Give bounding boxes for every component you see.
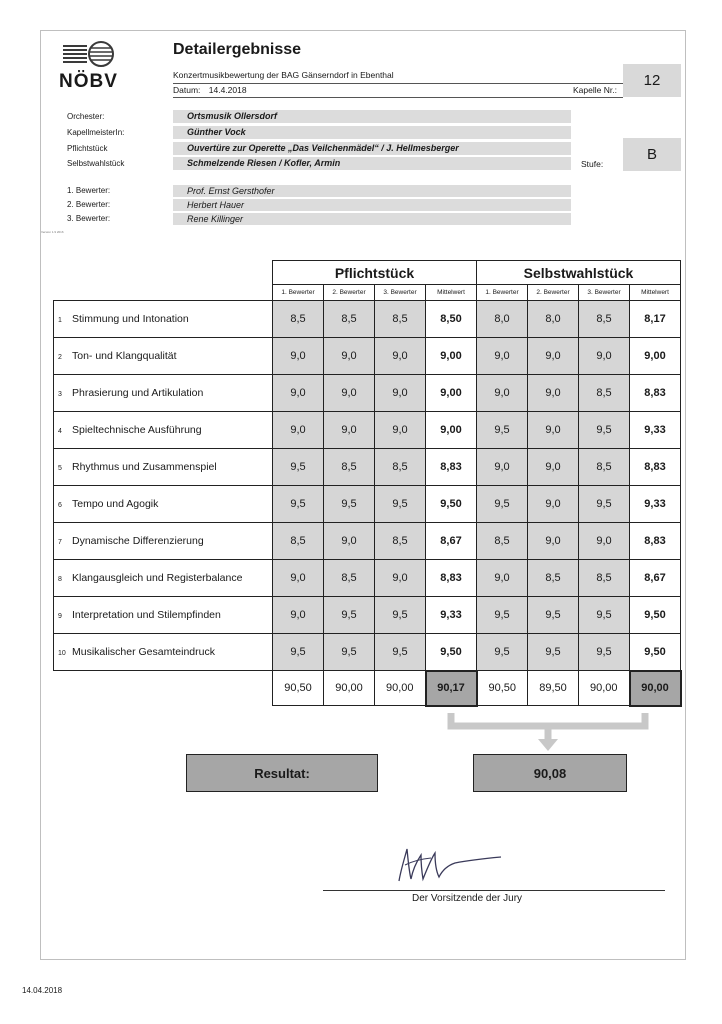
table-row (54, 523, 681, 560)
score-cell: 8,5 (375, 449, 426, 486)
score-cell: 9,5 (579, 412, 630, 449)
table-row (54, 375, 681, 412)
score-cell: 9,0 (324, 412, 375, 449)
section-selbstwahl: Selbstwahlstück (477, 261, 681, 285)
mean-score-cell: 9,00 (426, 375, 477, 412)
score-cell: 8,5 (579, 301, 630, 338)
score-cell: 9,5 (324, 486, 375, 523)
total-cell: 90,00 (324, 671, 375, 706)
criterion-text: Stimmung und Intonation (72, 313, 189, 325)
score-cell: 9,0 (375, 412, 426, 449)
mean-score-cell: 8,83 (630, 375, 681, 412)
criterion-label (54, 338, 273, 375)
score-cell: 8,5 (273, 301, 324, 338)
criterion-label (54, 597, 273, 634)
criterion-number: 10 (58, 650, 66, 657)
judge-name-3: Rene Killinger (173, 213, 571, 225)
column-header: 2. Bewerter (324, 285, 375, 301)
criterion-text: Tempo und Agogik (72, 498, 159, 510)
table-row (54, 449, 681, 486)
score-cell: 9,0 (477, 560, 528, 597)
score-cell: 9,0 (528, 486, 579, 523)
date-value: 14.4.2018 (208, 85, 247, 95)
event-subtitle: Konzertmusikbewertung der BAG Gänserndorf in Ebenthal (173, 70, 394, 80)
criterion-label (54, 634, 273, 671)
mean-score-cell: 9,50 (630, 597, 681, 634)
score-cell: 9,5 (579, 597, 630, 634)
criterion-number: 9 (58, 613, 62, 620)
criterion-label (54, 486, 273, 523)
score-cell: 9,0 (477, 338, 528, 375)
score-cell: 9,5 (477, 634, 528, 671)
table-section-header (54, 261, 681, 285)
score-cell: 9,0 (324, 375, 375, 412)
score-cell: 9,0 (273, 338, 324, 375)
score-cell: 9,0 (528, 412, 579, 449)
mean-score-cell: 9,33 (426, 597, 477, 634)
score-cell: 9,0 (324, 338, 375, 375)
score-cell: 9,0 (528, 523, 579, 560)
mean-score-cell: 8,83 (426, 560, 477, 597)
mean-score-cell: 8,83 (630, 449, 681, 486)
criterion-label (54, 449, 273, 486)
criterion-number: 8 (58, 576, 62, 583)
connector-arrow-icon (41, 701, 687, 756)
criterion-label (54, 523, 273, 560)
criterion-text: Rhythmus und Zusammenspiel (72, 461, 217, 473)
score-cell: 8,5 (477, 523, 528, 560)
total-cell: 90,50 (477, 671, 528, 706)
score-table (53, 260, 682, 707)
score-cell: 9,5 (477, 597, 528, 634)
column-header: 3. Bewerter (579, 285, 630, 301)
table-row (54, 486, 681, 523)
pflicht-label: Pflichtstück (67, 144, 108, 153)
total-cell: 89,50 (528, 671, 579, 706)
judge-label-3: 3. Bewerter: (67, 214, 111, 223)
footer-date: 14.04.2018 (22, 986, 63, 995)
score-cell: 8,0 (528, 301, 579, 338)
mean-score-cell: 9,00 (630, 338, 681, 375)
score-cell: 9,0 (375, 375, 426, 412)
orchester-value: Ortsmusik Ollersdorf (173, 110, 571, 123)
stufe-value: B (623, 138, 681, 171)
total-cell: 90,00 (375, 671, 426, 706)
score-cell: 9,5 (375, 486, 426, 523)
signature-icon (361, 839, 511, 894)
judge-name-1: Prof. Ernst Gersthofer (173, 185, 571, 197)
criterion-number: 7 (58, 539, 62, 546)
score-cell: 8,5 (579, 449, 630, 486)
score-cell: 9,5 (477, 486, 528, 523)
column-header: 1. Bewerter (477, 285, 528, 301)
table-row (54, 301, 681, 338)
logo-text: NÖBV (59, 71, 118, 92)
criterion-number: 1 (58, 317, 62, 324)
date-label: Datum: (173, 85, 201, 95)
kapelle-number: 12 (623, 64, 681, 97)
orchester-label: Orchester: (67, 112, 105, 121)
kapelle-label: Kapelle Nr.: (573, 85, 617, 95)
mean-score-cell: 8,83 (426, 449, 477, 486)
score-cell: 9,5 (375, 634, 426, 671)
column-header: 2. Bewerter (528, 285, 579, 301)
score-cell: 9,5 (579, 634, 630, 671)
score-cell: 9,0 (273, 560, 324, 597)
score-cell: 9,0 (477, 449, 528, 486)
score-cell: 9,5 (477, 412, 528, 449)
date-line (173, 85, 247, 95)
criterion-label (54, 375, 273, 412)
mean-score-cell: 9,50 (630, 634, 681, 671)
score-cell: 8,5 (324, 560, 375, 597)
score-cell: 8,0 (477, 301, 528, 338)
mean-score-cell: 9,50 (426, 634, 477, 671)
score-cell: 9,5 (528, 597, 579, 634)
score-cell: 9,0 (273, 597, 324, 634)
criterion-text: Musikalischer Gesamteindruck (72, 646, 215, 658)
total-cell: 90,50 (273, 671, 324, 706)
mean-score-cell: 9,00 (426, 338, 477, 375)
total-cell: 90,00 (579, 671, 630, 706)
criterion-label (54, 412, 273, 449)
column-header: Mittelwert (426, 285, 477, 301)
score-cell: 9,0 (477, 375, 528, 412)
table-column-header (54, 285, 681, 301)
section-pflicht: Pflichtstück (273, 261, 477, 285)
kapellmeister-value: Günther Vock (173, 126, 571, 139)
score-cell: 8,5 (273, 523, 324, 560)
mean-score-cell: 9,33 (630, 486, 681, 523)
score-cell: 8,5 (375, 523, 426, 560)
table-row (54, 412, 681, 449)
signature-line (323, 890, 665, 891)
criterion-text: Dynamische Differenzierung (72, 535, 204, 547)
criterion-number: 2 (58, 354, 62, 361)
column-header: 1. Bewerter (273, 285, 324, 301)
criterion-text: Klangausgleich und Registerbalance (72, 572, 243, 584)
nobv-logo (59, 39, 129, 91)
selbstwahl-label: Selbstwahlstück (67, 159, 125, 168)
score-cell: 9,0 (375, 560, 426, 597)
table-row (54, 338, 681, 375)
mean-score-cell: 8,67 (630, 560, 681, 597)
judge-label-1: 1. Bewerter: (67, 186, 111, 195)
score-cell: 9,0 (273, 412, 324, 449)
criterion-label (54, 301, 273, 338)
score-cell: 9,5 (324, 597, 375, 634)
pflicht-value: Ouvertüre zur Operette „Das Veilchenmädel“ / J. Hellmesberger (173, 142, 571, 155)
score-cell: 9,0 (579, 523, 630, 560)
criterion-number: 3 (58, 391, 62, 398)
score-cell: 9,5 (273, 634, 324, 671)
result-label: Resultat: (186, 754, 378, 792)
divider (173, 97, 623, 98)
judge-name-2: Herbert Hauer (173, 199, 571, 211)
selbstwahl-value: Schmelzende Riesen / Kofler, Armin (173, 157, 571, 170)
score-cell: 9,5 (324, 634, 375, 671)
score-cell: 9,5 (273, 486, 324, 523)
result-sheet (40, 30, 686, 960)
criterion-text: Ton- und Klangqualität (72, 350, 177, 362)
column-header: 3. Bewerter (375, 285, 426, 301)
score-cell: 9,0 (528, 338, 579, 375)
mean-score-cell: 9,50 (426, 486, 477, 523)
version-note: Version 1.9 2016 (41, 230, 64, 234)
criterion-label (54, 560, 273, 597)
stufe-label: Stufe: (581, 159, 604, 169)
criterion-text: Spieltechnische Ausführung (72, 424, 202, 436)
score-cell: 8,5 (375, 301, 426, 338)
total-mean-selbstwahl: 90,00 (630, 671, 681, 706)
score-cell: 8,5 (579, 560, 630, 597)
judge-label-2: 2. Bewerter: (67, 200, 111, 209)
mean-score-cell: 9,00 (426, 412, 477, 449)
mean-score-cell: 8,83 (630, 523, 681, 560)
column-header: Mittelwert (630, 285, 681, 301)
criterion-number: 4 (58, 428, 62, 435)
criterion-text: Phrasierung und Artikulation (72, 387, 204, 399)
score-cell: 9,0 (528, 375, 579, 412)
score-cell: 9,0 (324, 523, 375, 560)
score-cell: 8,5 (579, 375, 630, 412)
score-cell: 8,5 (324, 301, 375, 338)
criterion-text: Interpretation und Stilempfinden (72, 609, 221, 621)
criterion-number: 5 (58, 465, 62, 472)
total-mean-pflicht: 90,17 (426, 671, 477, 706)
score-cell: 8,5 (528, 560, 579, 597)
score-cell: 9,5 (273, 449, 324, 486)
mean-score-cell: 8,50 (426, 301, 477, 338)
mean-score-cell: 8,17 (630, 301, 681, 338)
result-value: 90,08 (473, 754, 627, 792)
score-cell: 9,0 (528, 449, 579, 486)
score-cell: 9,0 (273, 375, 324, 412)
score-cell: 9,5 (528, 634, 579, 671)
table-row (54, 634, 681, 671)
nobv-logo-icon (59, 39, 129, 71)
score-cell: 8,5 (324, 449, 375, 486)
kapellmeister-label: KapellmeisterIn: (67, 128, 125, 137)
score-cell: 9,5 (375, 597, 426, 634)
mean-score-cell: 9,33 (630, 412, 681, 449)
score-cell: 9,0 (375, 338, 426, 375)
divider (173, 83, 623, 84)
table-row (54, 560, 681, 597)
score-cell: 9,5 (579, 486, 630, 523)
score-cell: 9,0 (579, 338, 630, 375)
signature-caption: Der Vorsitzende der Jury (412, 893, 523, 904)
mean-score-cell: 8,67 (426, 523, 477, 560)
criterion-number: 6 (58, 502, 62, 509)
page-title: Detailergebnisse (173, 41, 302, 58)
table-row (54, 597, 681, 634)
